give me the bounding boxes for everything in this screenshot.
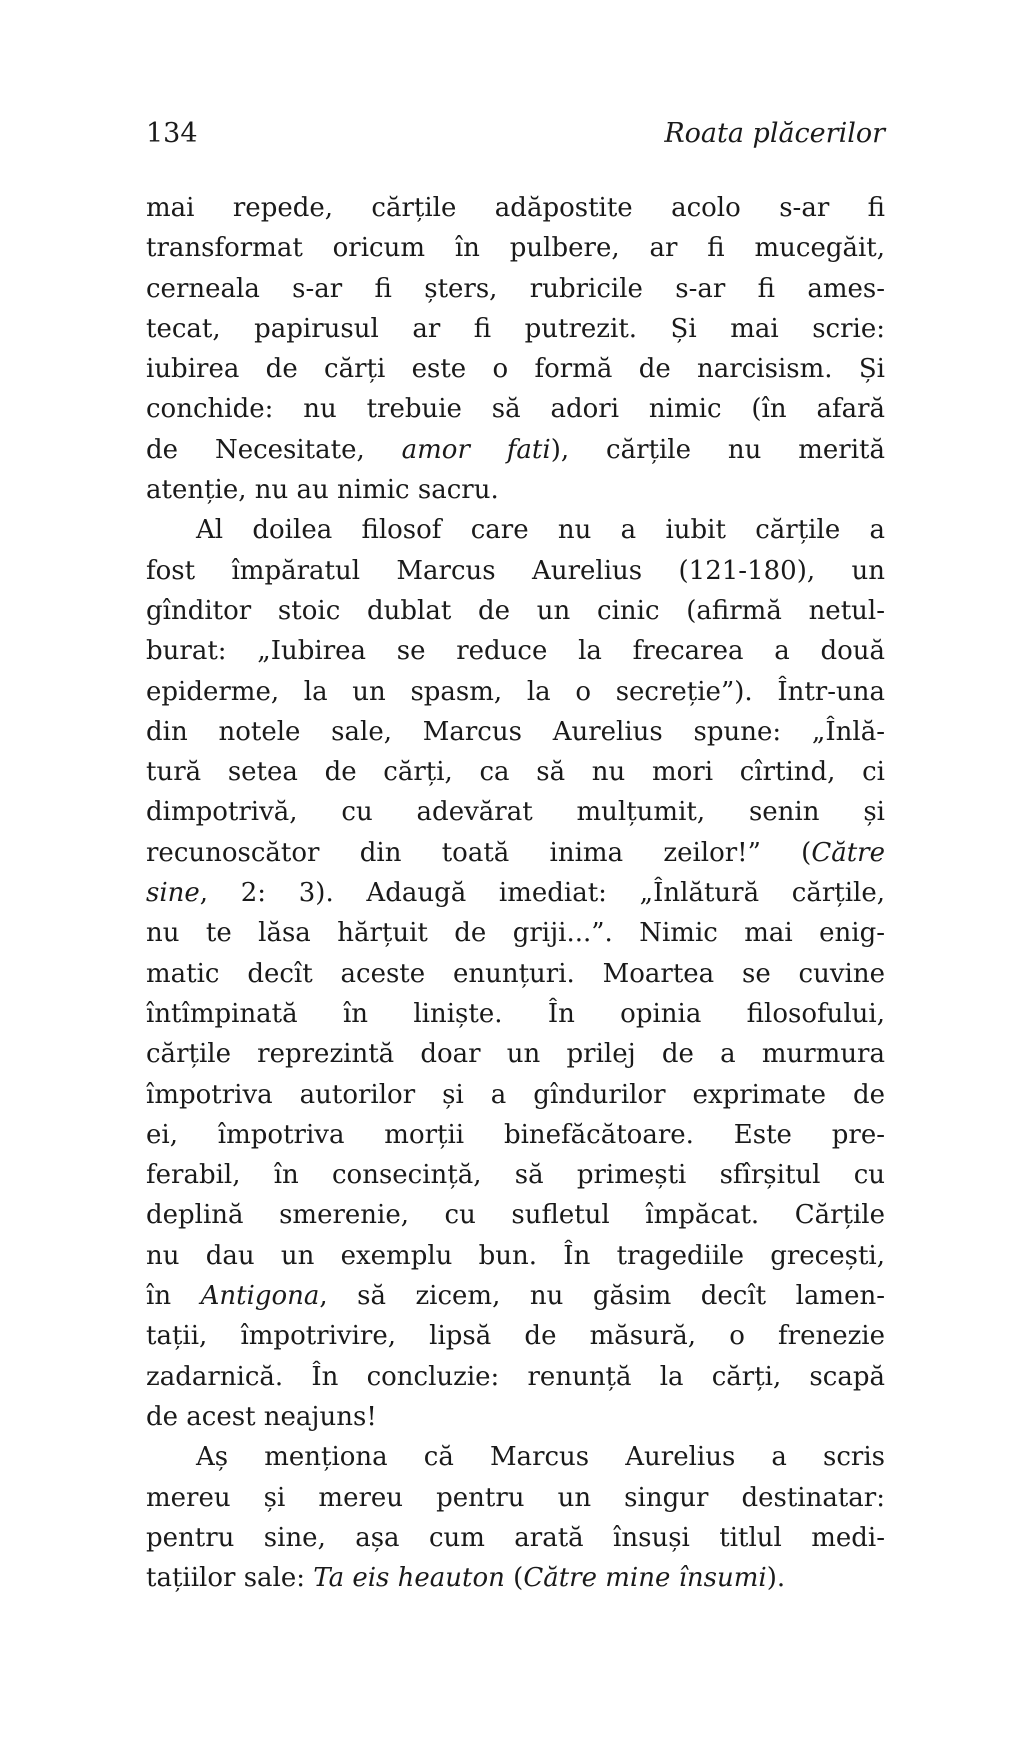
text-segment: deplină smerenie, cu sufletul împăcat. Cărțile: [146, 1200, 885, 1231]
text-segment: cărțile reprezintă doar un prilej de a murmura: [146, 1039, 885, 1070]
text-segment: burat: „Iubirea se reduce la frecarea a două: [146, 636, 885, 667]
running-header: [146, 114, 885, 154]
text-segment: din notele sale, Marcus Aurelius spune: „Înlă-: [146, 716, 885, 747]
text-segment: de Necesitate,: [146, 434, 402, 465]
text-segment: (: [504, 1563, 524, 1594]
text-segment: matic decît aceste enunțuri. Moartea se cuvine: [146, 958, 885, 989]
text-line: [146, 1397, 885, 1437]
paragraph: [146, 510, 885, 1437]
text-segment: tațiilor sale:: [146, 1563, 314, 1594]
text-segment: cerneala s-ar fi șters, rubricile s-ar fi ames-: [146, 273, 885, 304]
text-line: [146, 228, 885, 268]
text-line: [146, 833, 885, 873]
text-line: [146, 1034, 885, 1074]
paragraph: [146, 1437, 885, 1598]
text-segment: tură setea de cărți, ca să nu mori cîrtind, ci: [146, 757, 885, 788]
text-segment: Al doilea filosof care nu a iubit cărțile a: [196, 515, 885, 546]
text-segment: atenție, nu au nimic sacru.: [146, 475, 499, 506]
text-segment: mai repede, cărțile adăpostite acolo s-ar fi: [146, 193, 885, 223]
text-segment: întîmpinată în liniște. În opinia filosofului,: [146, 998, 885, 1029]
text-segment: tații, împotrivire, lipsă de măsură, o frenezie: [146, 1321, 885, 1352]
text-line: [146, 1195, 885, 1235]
text-line: [146, 269, 885, 309]
text-line: [146, 752, 885, 792]
text-line: [146, 792, 885, 832]
body-text: [146, 188, 885, 1598]
text-segment: dimpotrivă, cu adevărat mulțumit, senin și: [146, 797, 885, 828]
italic-text: Antigona: [200, 1281, 320, 1312]
text-segment: mereu și mereu pentru un singur destinatar:: [146, 1482, 885, 1513]
text-segment: zadarnică. În concluzie: renunță la cărți, scapă: [146, 1361, 885, 1392]
italic-text: Către: [811, 837, 885, 868]
text-line: [146, 551, 885, 591]
text-segment: conchide: nu trebuie să adori nimic (în afară: [146, 394, 885, 425]
text-segment: gînditor stoic dublat de un cinic (afirmă netul-: [146, 595, 885, 626]
paragraph: [146, 188, 885, 510]
text-line: [146, 712, 885, 752]
text-line: [146, 389, 885, 429]
text-line: [146, 188, 885, 228]
text-line: [146, 309, 885, 349]
text-segment: tecat, papirusul ar fi putrezit. Și mai scrie:: [146, 313, 885, 344]
text-line: [146, 349, 885, 389]
running-title: Roata plăcerilor: [664, 118, 885, 149]
text-line: [146, 873, 885, 913]
italic-text: amor fati: [401, 434, 551, 465]
text-line: [146, 672, 885, 712]
text-segment: transformat oricum în pulbere, ar fi mucegăit,: [146, 233, 885, 264]
text-line: [146, 1437, 885, 1477]
text-segment: fost împăratul Marcus Aurelius (121-180), un: [146, 555, 885, 586]
text-segment: recunoscător din toată inima zeilor!” (: [146, 837, 812, 868]
text-segment: ei, împotriva morții binefăcătoare. Este pre-: [146, 1119, 885, 1150]
text-line: [146, 1558, 885, 1598]
text-line: [146, 1478, 885, 1518]
italic-text: sine: [146, 878, 200, 909]
text-segment: iubirea de cărți este o formă de narcisism. Și: [146, 354, 885, 385]
text-line: [146, 954, 885, 994]
text-segment: de acest neajuns!: [146, 1401, 377, 1432]
text-segment: ).: [766, 1563, 786, 1594]
text-segment: în: [146, 1281, 201, 1312]
text-line: [146, 591, 885, 631]
text-segment: ferabil, în consecință, să primești sfîrșitul cu: [146, 1160, 885, 1191]
text-line: [146, 510, 885, 550]
text-line: [146, 631, 885, 671]
text-line: [146, 1518, 885, 1558]
text-line: [146, 1276, 885, 1316]
text-segment: pentru sine, așa cum arată însuși titlul medi-: [146, 1522, 885, 1553]
text-line: [146, 1115, 885, 1155]
text-line: [146, 430, 885, 470]
text-segment: Aș menționa că Marcus Aurelius a scris: [196, 1442, 885, 1473]
text-line: [146, 1155, 885, 1195]
italic-text: Ta eis heauton: [313, 1563, 505, 1594]
text-line: [146, 913, 885, 953]
text-segment: , să zicem, nu găsim decît lamen-: [319, 1281, 885, 1312]
text-segment: nu dau un exemplu bun. În tragediile grecești,: [146, 1240, 885, 1271]
text-segment: ), cărțile nu merită: [550, 434, 886, 465]
text-segment: epiderme, la un spasm, la o secreție”). Într-una: [146, 676, 885, 707]
text-segment: nu te lăsa hărțuit de griji...”. Nimic mai enig-: [146, 918, 885, 949]
text-line: [146, 470, 885, 510]
text-segment: împotriva autorilor și a gîndurilor exprimate de: [146, 1079, 885, 1110]
italic-text: Către mine însumi: [523, 1563, 767, 1594]
text-line: [146, 994, 885, 1034]
text-line: [146, 1316, 885, 1356]
text-line: [146, 1357, 885, 1397]
text-segment: , 2: 3). Adaugă imediat: „Înlătură cărțile,: [199, 878, 885, 909]
text-line: [146, 1075, 885, 1115]
page-number: 134: [146, 118, 198, 149]
text-line: [146, 1236, 885, 1276]
